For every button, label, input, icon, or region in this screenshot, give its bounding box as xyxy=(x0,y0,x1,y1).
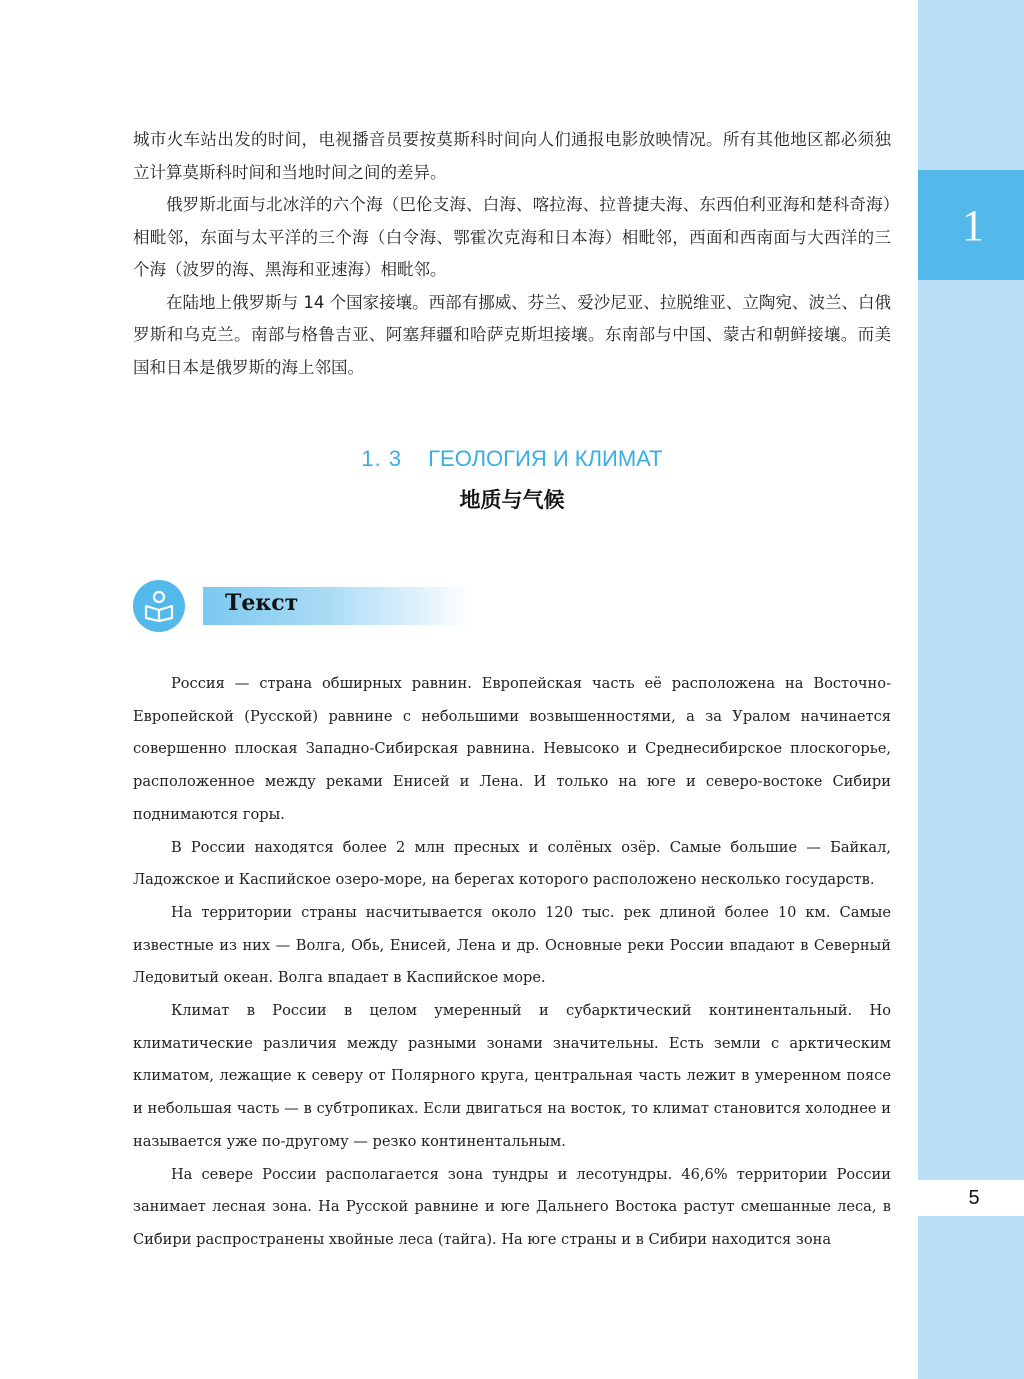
russian-paragraph: На территории страны насчитывается около 120 тыс. рек длиной более 10 км. Самые известные из них — Волга, Обь, Енисей, Лена и др. Основные реки России впадают в Северный Ледовитый океан. Волга впадает в Каспийское море. xyxy=(133,903,891,987)
chinese-paragraph: 在陆地上俄罗斯与 14 个国家接壤。西部有挪威、芬兰、爱沙尼亚、拉脱维亚、立陶宛、波兰、白俄罗斯和乌克兰。南部与格鲁吉亚、阿塞拜疆和哈萨克斯坦接壤。东南部与中国、蒙古和朝鲜接壤。而美国和日本是俄罗斯的海上邻国。 xyxy=(133,292,891,377)
text-banner xyxy=(133,580,473,634)
russian-paragraph: В России находятся более 2 млн пресных и солёных озёр. Самые большие — Байкал, Ладожское и Каспийское озеро-море, на берегах которого расположено несколько государств. xyxy=(133,838,891,889)
section-title-cn: 地质与气候 xyxy=(459,488,565,512)
section-number: 1. 3 xyxy=(361,446,403,471)
russian-text-block xyxy=(133,668,891,1257)
chinese-paragraph: 城市火车站出发的时间，电视播音员要按莫斯科时间向人们通报电影放映情况。所有其他地区都必须独立计算莫斯科时间和当地时间之间的差异。 xyxy=(133,130,891,182)
section-title-ru: ГЕОЛОГИЯ И КЛИМАТ xyxy=(428,446,663,471)
russian-paragraph: На севере России располагается зона тундры и лесотундры. 46,6% территории России занимает лесная зона. На Русской равнине и юге Дальнего Востока растут смешанные леса, в Сибири распространены хвойные леса (тайга). На юге страны и в Сибири находится зона xyxy=(133,1165,891,1248)
page-number: 5 xyxy=(918,1180,1024,1216)
chinese-paragraph: 俄罗斯北面与北冰洋的六个海（巴伦支海、白海、喀拉海、拉普捷夫海、东西伯利亚海和楚科奇海）相毗邻，东面与太平洋的三个海（白令海、鄂霍次克海和日本海）相毗邻，西面和西南面与大西洋的三个海（波罗的海、黑海和亚速海）相毗邻。 xyxy=(133,195,891,279)
reading-person-icon xyxy=(133,580,185,632)
russian-paragraph: Климат в России в целом умеренный и субарктический континентальный. Но климатические различия между разными зонами значительны. Есть земли с арктическим климатом, лежащие к северу от Полярного круга, центральная часть лежит в умеренном поясе и небольшая часть — в субтропиках. Если двигаться на восток, то климат становится холоднее и называется уже по-другому — резко континентальным. xyxy=(133,1002,891,1150)
chapter-tab: 1 xyxy=(918,170,1024,280)
section-heading xyxy=(133,446,891,514)
russian-paragraph: Россия — страна обширных равнин. Европейская часть её расположена на Восточно-Европейской (Русской) равнине с небольшими возвышенностями, а за Уралом начинается совершенно плоская Западно-Сибирская равнина. Невысоко и Среднесибирское плоскогорье, расположенное между реками Енисей и Лена. И только на юге и северо-востоке Сибири поднимаются горы. xyxy=(133,675,891,823)
chinese-text-block xyxy=(133,124,891,384)
banner-label: Текст xyxy=(225,590,299,616)
